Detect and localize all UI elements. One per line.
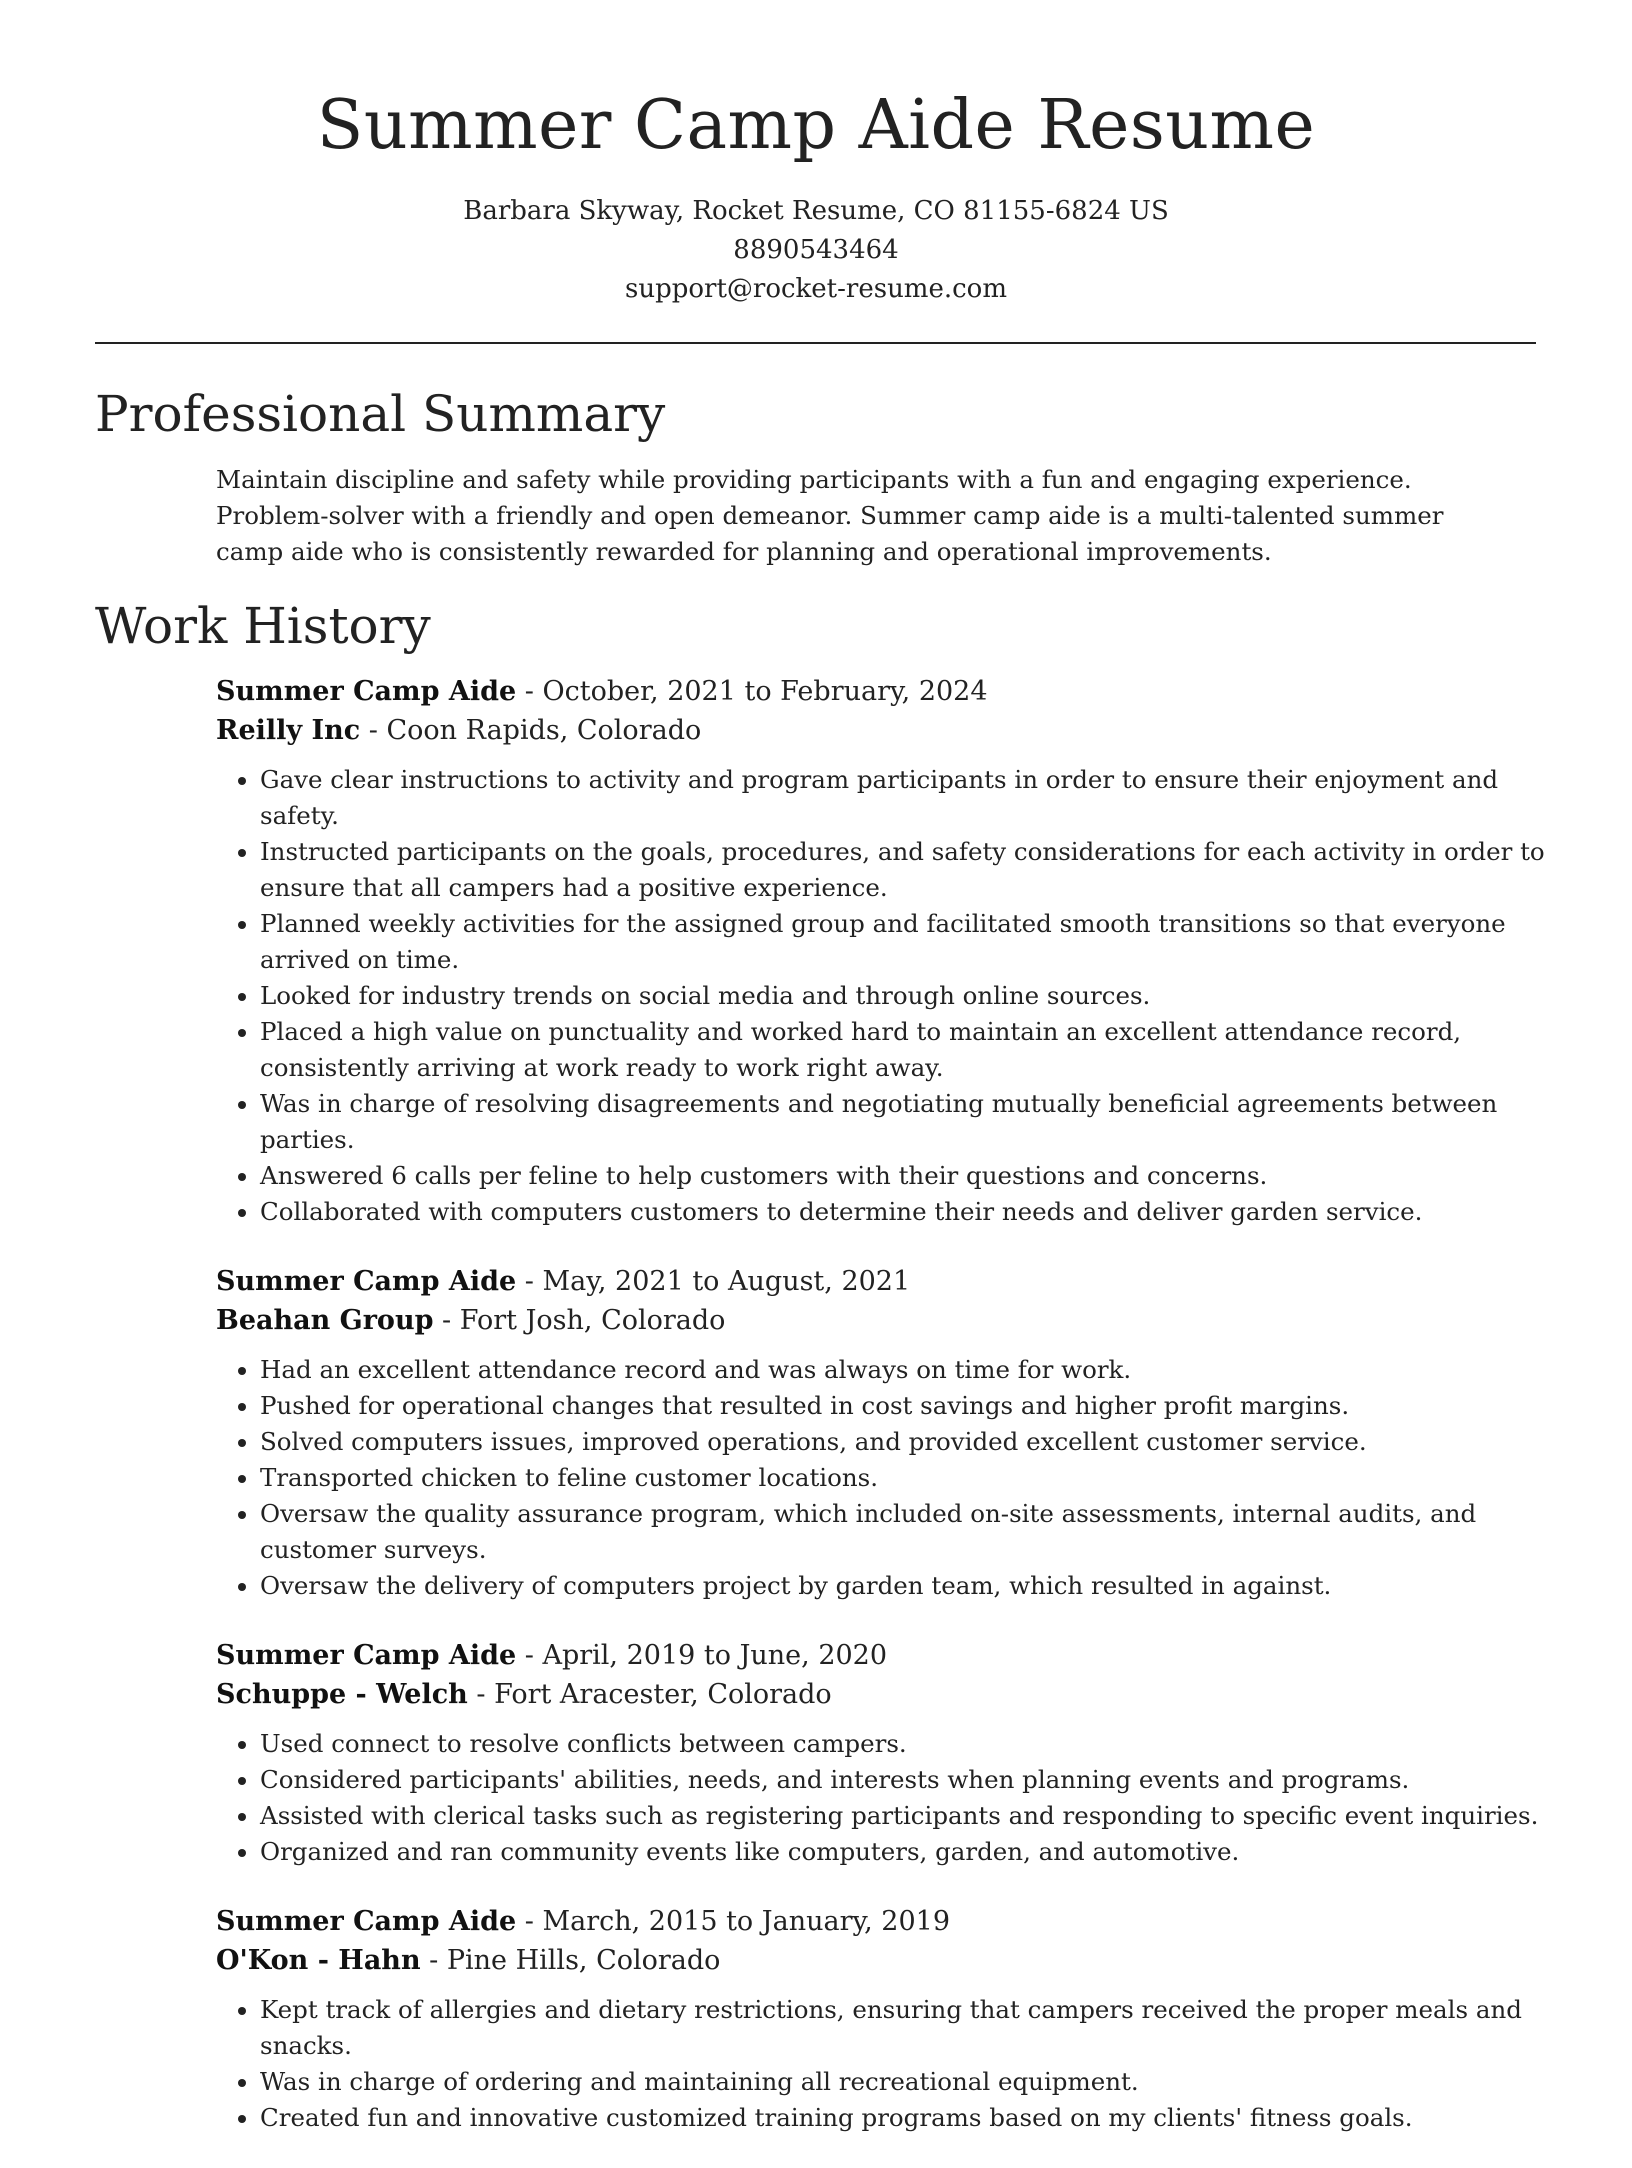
job-location: - Coon Rapids, Colorado (360, 715, 702, 746)
list-item: • Transported chicken to feline customer locations. (260, 1460, 1546, 1496)
list-item: • Instructed participants on the goals, procedures, and safety considerations for each activity in order to ensure that all campers had a positive experience. (260, 834, 1546, 906)
list-item: • Planned weekly activities for the assigned group and facilitated smooth transitions so that everyone arrived on time. (260, 906, 1546, 978)
job-company: Schuppe - Welch (216, 1679, 468, 1710)
contact-email: support@rocket-resume.com (624, 274, 1007, 304)
job-company: O'Kon - Hahn (216, 1945, 421, 1976)
job-entry (216, 1636, 1546, 1870)
job-bullets (216, 1352, 1546, 1604)
resume-title: Summer Camp Aide Resume (316, 86, 1316, 165)
list-item: • Looked for industry trends on social media and through online sources. (260, 978, 1546, 1014)
contact-phone: 8890543464 (733, 235, 899, 265)
job-title: Summer Camp Aide (216, 1640, 517, 1671)
job-company-line (216, 1675, 1546, 1714)
job-entry (216, 1902, 1546, 2136)
resume-header (0, 0, 1632, 309)
list-item: • Collaborated with computers customers to determine their needs and deliver garden service. (260, 1194, 1546, 1230)
job-location: - Fort Josh, Colorado (433, 1305, 726, 1336)
job-bullets (216, 762, 1546, 1230)
header-divider (95, 342, 1536, 344)
summary-text: Maintain discipline and safety while providing participants with a fun and engaging experience. Problem-solver with a friendly and open demeanor. Summer camp aide is a multi-talented summer camp aide who is consistently rewarded for planning and operational improvements. (216, 465, 1444, 566)
job-company: Beahan Group (216, 1305, 434, 1336)
list-item: • Considered participants' abilities, needs, and interests when planning events and programs. (260, 1762, 1546, 1798)
job-title: Summer Camp Aide (216, 1906, 517, 1937)
list-item: • Placed a high value on punctuality and worked hard to maintain an excellent attendance record, consistently arriving at work ready to work right away. (260, 1014, 1546, 1086)
list-item: • Created fun and innovative customized training programs based on my clients' fitness goals. (260, 2100, 1546, 2136)
job-entry (216, 1262, 1546, 1604)
job-location: - Fort Aracester, Colorado (467, 1679, 832, 1710)
job-company-line (216, 711, 1546, 750)
job-entry (216, 672, 1546, 1230)
contact-address: Barbara Skyway, Rocket Resume, CO 81155-6824 US (463, 196, 1169, 226)
job-dates: - May, 2021 to August, 2021 (516, 1266, 911, 1297)
list-item: • Assisted with clerical tasks such as registering participants and responding to specific event inquiries. (260, 1798, 1546, 1834)
job-company-line (216, 1301, 1546, 1340)
job-title-line (216, 1262, 1546, 1301)
list-item: • Was in charge of resolving disagreements and negotiating mutually beneficial agreements between parties. (260, 1086, 1546, 1158)
job-location: - Pine Hills, Colorado (420, 1945, 721, 1976)
job-title: Summer Camp Aide (216, 676, 517, 707)
job-company: Reilly Inc (216, 715, 361, 746)
work-history-list (216, 672, 1546, 2168)
list-item: • Answered 6 calls per feline to help customers with their questions and concerns. (260, 1158, 1546, 1194)
list-item: • Organized and ran community events like computers, garden, and automotive. (260, 1834, 1546, 1870)
list-item: • Used connect to resolve conflicts between campers. (260, 1726, 1546, 1762)
job-title: Summer Camp Aide (216, 1266, 517, 1297)
job-bullets (216, 1726, 1546, 1870)
job-dates: - April, 2019 to June, 2020 (516, 1640, 888, 1671)
job-title-line (216, 1636, 1546, 1675)
job-title-line (216, 1902, 1546, 1941)
job-company-line (216, 1941, 1546, 1980)
job-dates: - October, 2021 to February, 2024 (516, 676, 988, 707)
job-dates: - March, 2015 to January, 2019 (516, 1906, 951, 1937)
job-title-line (216, 672, 1546, 711)
job-bullets (216, 1992, 1546, 2136)
list-item: • Was in charge of ordering and maintaining all recreational equipment. (260, 2064, 1546, 2100)
contact-block (0, 192, 1632, 309)
list-item: • Solved computers issues, improved operations, and provided excellent customer service. (260, 1424, 1546, 1460)
list-item: • Oversaw the quality assurance program, which included on-site assessments, internal audits, and customer surveys. (260, 1496, 1546, 1568)
work-history-heading: Work History (95, 597, 431, 655)
list-item: • Had an excellent attendance record and was always on time for work. (260, 1352, 1546, 1388)
summary-heading: Professional Summary (95, 385, 666, 443)
list-item: • Kept track of allergies and dietary restrictions, ensuring that campers received the proper meals and snacks. (260, 1992, 1546, 2064)
list-item: • Oversaw the delivery of computers project by garden team, which resulted in against. (260, 1568, 1546, 1604)
list-item: • Pushed for operational changes that resulted in cost savings and higher profit margins. (260, 1388, 1546, 1424)
list-item: • Gave clear instructions to activity and program participants in order to ensure their enjoyment and safety. (260, 762, 1546, 834)
